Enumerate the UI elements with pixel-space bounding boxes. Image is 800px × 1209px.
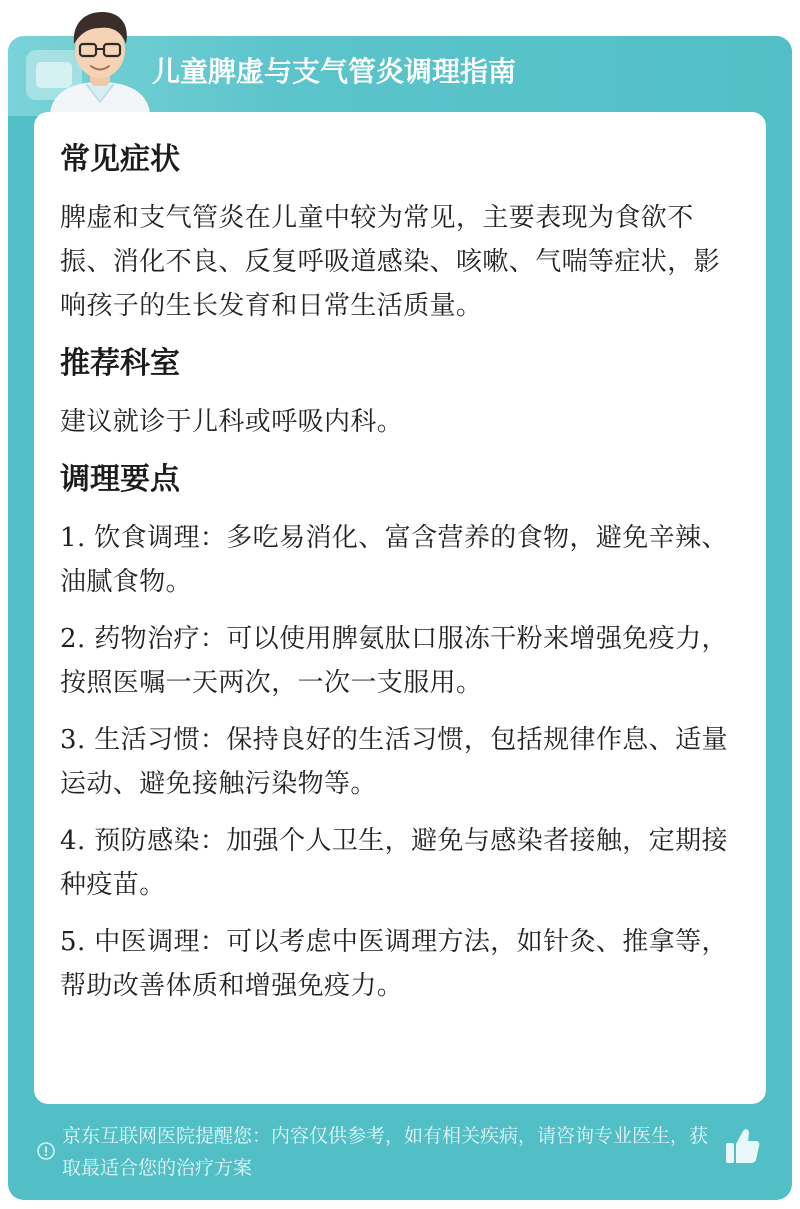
doctor-avatar-icon — [42, 6, 158, 114]
item-text: 预防感染：加强个人卫生，避免与感染者接触，定期接种疫苗。 — [60, 826, 728, 900]
item-number: 2. — [60, 624, 86, 654]
disclaimer-text: 京东互联网医院提醒您：内容仅供参考，如有相关疾病，请咨询专业医生，获取最适合您的治疗方案 — [62, 1125, 709, 1179]
item-number: 3. — [60, 725, 86, 755]
section-title-symptoms: 常见症状 — [60, 142, 180, 177]
symptoms-text: 脾虚和支气管炎在儿童中较为常见，主要表现为食欲不振、消化不良、反复呼吸道感染、咳嗽、气喘等症状，影响孩子的生长发育和日常生活质量。 — [60, 203, 721, 321]
item-number: 4. — [60, 826, 86, 856]
item-number: 5. — [60, 927, 86, 957]
list-item — [60, 516, 740, 604]
info-icon — [36, 1141, 56, 1161]
list-item — [60, 718, 740, 806]
section-title-care-points: 调理要点 — [60, 462, 180, 497]
item-number: 1. — [60, 523, 86, 553]
item-text: 药物治疗：可以使用脾氨肽口服冻干粉来增强免疫力，按照医嘱一天两次，一次一支服用。 — [60, 624, 728, 698]
thumbs-up-icon[interactable] — [724, 1127, 760, 1165]
page-title: 儿童脾虚与支气管炎调理指南 — [152, 55, 517, 88]
item-text: 中医调理：可以考虑中医调理方法，如针灸、推拿等，帮助改善体质和增强免疫力。 — [60, 927, 728, 1001]
item-text: 饮食调理：多吃易消化、富含营养的食物，避免辛辣、油腻食物。 — [60, 523, 728, 597]
list-item — [60, 819, 740, 907]
content-card — [34, 112, 766, 1104]
section-title-department: 推荐科室 — [60, 346, 180, 381]
list-item — [60, 920, 740, 1008]
item-text: 生活习惯：保持良好的生活习惯，包括规律作息、适量运动、避免接触污染物等。 — [60, 725, 728, 799]
department-text: 建议就诊于儿科或呼吸内科。 — [60, 407, 404, 437]
list-item — [60, 617, 740, 705]
